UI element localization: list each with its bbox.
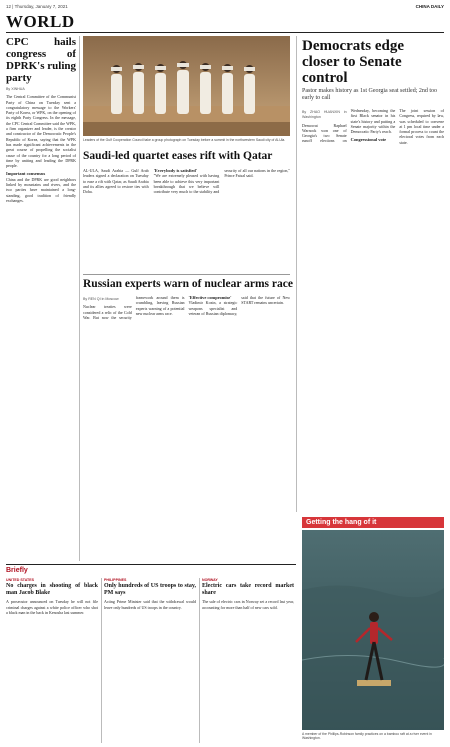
cpc-article: [6, 36, 76, 561]
democrats-body-2: The joint session of Congress, required by law, was scheduled to convene at 1 pm local time under a formal process to count the electoral votes from each state.: [399, 108, 444, 145]
russian-body: Nuclear treaties were considered a relic of the Cold War. But now the security framework around them is crumbling, leaving Russian experts warning of a potential new nuclear arms race.: [83, 295, 185, 320]
column-divider: [79, 36, 80, 561]
russian-subhead: 'Effective compromise': [188, 295, 232, 300]
brief-label: UNITED STATES: [6, 578, 35, 582]
brief-label: NORWAY: [202, 578, 218, 582]
briefly-rule: [6, 564, 296, 565]
saudi-body: AL-ULA, Saudi Arabia — Gulf Arab leaders signed a declaration on Tuesday to ease a rift with Qatar, as Saudi Arabia and its allies agreed to restore ties with Doha.: [83, 168, 149, 195]
russian-body-2: Vladimir Kozin, a strategic weapons specialist and veteran of Russian diplomacy, said that the future of New START remains uncertain.: [188, 295, 290, 316]
cpc-headline: CPC hails congress of DPRK's ruling party: [6, 36, 76, 84]
russian-article-body: [83, 295, 290, 561]
brief-headline: Only hundreds of US troops to stay, PM says: [104, 583, 196, 597]
cpc-body: The Central Committee of the Communist Party of China on Tuesday sent a congratulatory message to the Workers' Party of Korea, or WPK, on the opening of its eighth Party Congress. In the message, the CPC Central Committee said the WPK, a firm organizer and leader, is the creator and constructor of the Democratic People's Republic of Korea, saying that the WPK has made significant achievements in the great course of propelling the socialist cause of the country for a long period of time by uniting and leading the DPRK people.: [6, 94, 76, 169]
column-divider: [101, 578, 102, 743]
cpc-byline: By XINHUA: [6, 87, 25, 91]
raft-photo-caption: A member of the Phillips-Robinson family practices on a bamboo raft at a river event in Washington.: [302, 732, 432, 741]
cpc-body-2: China and the DPRK are good neighbors linked by mountains and rivers, and the two parties have maintained a long-standing, good tradition of friendly exchanges.: [6, 176, 76, 203]
russian-headline: Russian experts warn of nuclear arms race: [83, 278, 293, 290]
brief-label: PHILIPPINES: [104, 578, 127, 582]
gcc-photo-caption: Leaders of the Gulf Cooperation Council take a group photograph on Tuesday before a summit in the northwestern Saudi city of Al-Ula.: [83, 138, 286, 142]
democrats-article-body: [302, 108, 444, 512]
brief-headline: Electric cars take record market share: [202, 583, 294, 597]
section-title: WORLD: [6, 12, 75, 31]
page-header: [6, 4, 444, 12]
gcc-summit-image: [83, 36, 290, 136]
democrats-headline: Democrats edge closer to Senate control: [302, 38, 405, 86]
saudi-article-body: [83, 168, 290, 268]
brief-headline: No charges in shooting of black man Jacob Blake: [6, 583, 98, 597]
cpc-subhead: Important consensus: [6, 171, 46, 177]
column-divider: [199, 578, 200, 743]
brief-item: [6, 578, 98, 743]
brief-item: [202, 578, 294, 743]
democrats-body: Democrat Raphael Warnock won one of Georgia's two Senate runoff elections on Wednesday, becoming the first Black senator in his state's history and putting a Senate majority within the Democratic Party's reach.: [302, 108, 396, 144]
saudi-headline: Saudi-led quartet eases rift with Qatar: [83, 150, 273, 162]
page-info: 12 | Thursday, January 7, 2021: [6, 4, 68, 9]
russian-byline: By REN QI in Moscow: [83, 297, 119, 301]
saudi-body-2: "We are extremely pleased with having been able to achieve this very important breakthrough that we believe will contribute very much to the stability and security of all our nations in the region," Prince Faisal said.: [153, 168, 290, 195]
brief-body: The sale of electric cars in Norway set a record last year, accounting for more than half of new cars sold.: [202, 599, 294, 610]
brief-body: A prosecutor announced on Tuesday he will not file criminal charges against a white police officer who shot a black man in the back in Kenosha last summer.: [6, 599, 98, 615]
raft-photo: [302, 530, 444, 730]
brief-body: Acting Prime Minister said that the withdrawal would leave only hundreds of US troops in the country.: [104, 599, 196, 610]
democrats-byline: By ZHAO HUANXIN in Washington: [302, 110, 347, 120]
democrats-subheadline: Pastor makes history as 1st Georgia seat settled; 2nd too early to call: [302, 88, 438, 101]
raft-image: [302, 530, 444, 730]
section-rule: [6, 32, 444, 33]
brief-item: [104, 578, 196, 743]
brand-name: CHINA DAILY: [415, 4, 444, 9]
briefly-tag: Briefly: [6, 567, 28, 574]
column-divider: [296, 36, 297, 512]
democrats-subhead: Congressional vote: [350, 137, 387, 143]
article-rule: [83, 274, 290, 275]
gcc-summit-photo: [83, 36, 290, 136]
getting-feature-title: Getting the hang of it: [302, 517, 444, 528]
saudi-subhead: 'Everybody is satisfied': [153, 168, 198, 173]
